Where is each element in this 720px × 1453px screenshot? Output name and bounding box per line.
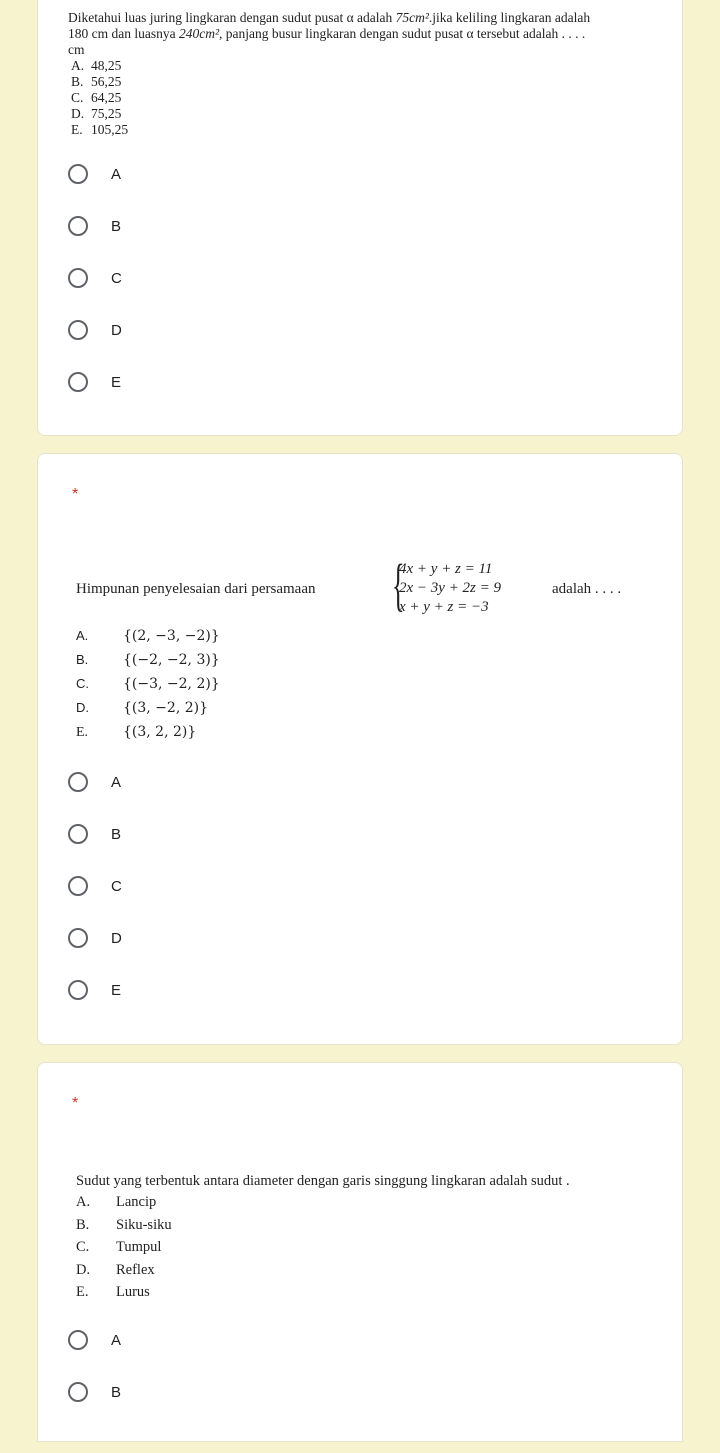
choice-value: {(3, 2, 2)} [123,724,197,740]
question-1-math: 75cm² [395,10,429,25]
choice-value: Siku-siku [116,1216,172,1233]
radio-label: E [111,981,122,999]
radio-option-e[interactable] [68,367,121,397]
radio-option-b[interactable] [68,819,121,849]
choice-value: 105,25 [91,122,129,137]
choice-letter: D. [76,1261,91,1278]
radio-label: A [111,773,122,791]
radio-label: A [111,1331,122,1349]
choice-letter: E. [71,122,83,137]
choice-value: Tumpul [116,1239,162,1255]
radio-label: C [111,269,122,287]
choice-row [71,90,128,106]
choice-row [76,1259,172,1282]
choice-row [76,720,220,744]
radio-button[interactable] [68,372,88,392]
choice-value: 48,25 [91,58,122,73]
choice-value: {(−3, −2, 2)} [123,676,220,692]
choice-value: Reflex [116,1261,155,1278]
choice-letter: C. [76,1239,90,1255]
choice-letter: E. [76,725,89,740]
choice-letter: D. [71,106,85,121]
choice-row [76,648,220,672]
radio-option-c[interactable] [68,263,122,293]
choice-value: {(3, −2, 2)} [123,700,208,716]
equation-system [399,560,501,617]
choice-row [71,58,128,74]
radio-button[interactable] [68,980,88,1000]
choice-value: 75,25 [91,106,122,121]
choice-letter: B. [71,74,84,89]
radio-option-d[interactable] [68,923,122,953]
choice-row [76,1281,172,1304]
equation-line: 2x − 3y + 2z = 9 [399,580,502,596]
choice-row [71,106,128,122]
question-card-3 [37,1062,683,1442]
choice-letter: B. [76,652,89,667]
radio-option-b[interactable] [68,211,121,241]
choice-row [76,624,220,648]
radio-button[interactable] [68,824,88,844]
radio-option-d[interactable] [68,315,122,345]
radio-option-b[interactable] [68,1377,121,1407]
question-1-text-part: , panjang busur lingkaran dengan sudut pusat α tersebut adalah . . . . [219,26,586,41]
question-2-suffix: adalah . . . . [552,581,622,597]
radio-button[interactable] [68,876,88,896]
choice-letter: B. [76,1216,90,1233]
choice-row [76,696,220,720]
radio-label: D [111,929,122,947]
choice-value: {(−2, −2, 3)} [123,652,220,668]
choice-row [71,74,128,90]
radio-label: D [111,321,122,339]
required-asterisk: * [72,1095,79,1112]
radio-button[interactable] [68,928,88,948]
question-2-prefix: Himpunan penyelesaian dari persamaan [76,581,316,597]
choice-value: {(2, −3, −2)} [123,628,220,644]
choice-letter: C. [71,90,84,105]
choice-letter: E. [76,1284,89,1300]
radio-button[interactable] [68,1330,88,1350]
choice-letter: A. [71,58,85,73]
choice-value: 64,25 [91,90,122,105]
equation-line: 4x + y + z = 11 [399,561,493,577]
radio-label: B [111,217,122,235]
question-1-text [68,10,668,58]
choice-letter: C. [76,676,89,691]
choice-row [71,122,128,138]
question-1-text-part: Diketahui luas juring lingkaran dengan sudut pusat α adalah [68,10,396,25]
question-1-choice-list [71,58,128,138]
brace-icon: { [392,552,405,617]
radio-button[interactable] [68,216,88,236]
radio-option-a[interactable] [68,1325,121,1355]
required-asterisk: * [72,486,79,503]
question-3-text: Sudut yang terbentuk antara diameter dengan garis singgung lingkaran adalah sudut . [76,1173,570,1189]
choice-letter: D. [76,700,89,715]
choice-letter: A. [76,1194,91,1210]
question-2-choice-list [76,624,220,744]
choice-row [76,672,220,696]
choice-row [76,1214,172,1237]
radio-label: B [111,1383,122,1401]
question-1-text-part: .jika keliling lingkaran adalah [428,10,591,25]
radio-button[interactable] [68,1382,88,1402]
question-1-math: 240cm² [178,26,220,41]
radio-option-c[interactable] [68,871,122,901]
radio-button[interactable] [68,320,88,340]
choice-row [76,1236,172,1259]
question-1-text-part: 180 cm dan luasnya [68,26,179,41]
choice-value: Lurus [116,1284,150,1300]
choice-letter: A. [76,628,89,643]
question-3-choice-list [76,1191,172,1304]
radio-option-a[interactable] [68,159,121,189]
radio-label: B [111,825,122,843]
question-2-text [76,554,676,624]
choice-row [76,1191,172,1214]
radio-label: E [111,373,122,391]
radio-button[interactable] [68,268,88,288]
radio-label: A [111,165,122,183]
equation-line: x + y + z = −3 [399,599,489,615]
radio-button[interactable] [68,772,88,792]
radio-button[interactable] [68,164,88,184]
question-card-1 [37,0,683,436]
choice-value: 56,25 [91,74,122,89]
radio-label: C [111,877,122,895]
question-card-2 [37,453,683,1045]
radio-option-a[interactable] [68,767,121,797]
choice-value: Lancip [116,1194,157,1210]
radio-option-e[interactable] [68,975,121,1005]
question-1-unit: cm [68,42,85,57]
